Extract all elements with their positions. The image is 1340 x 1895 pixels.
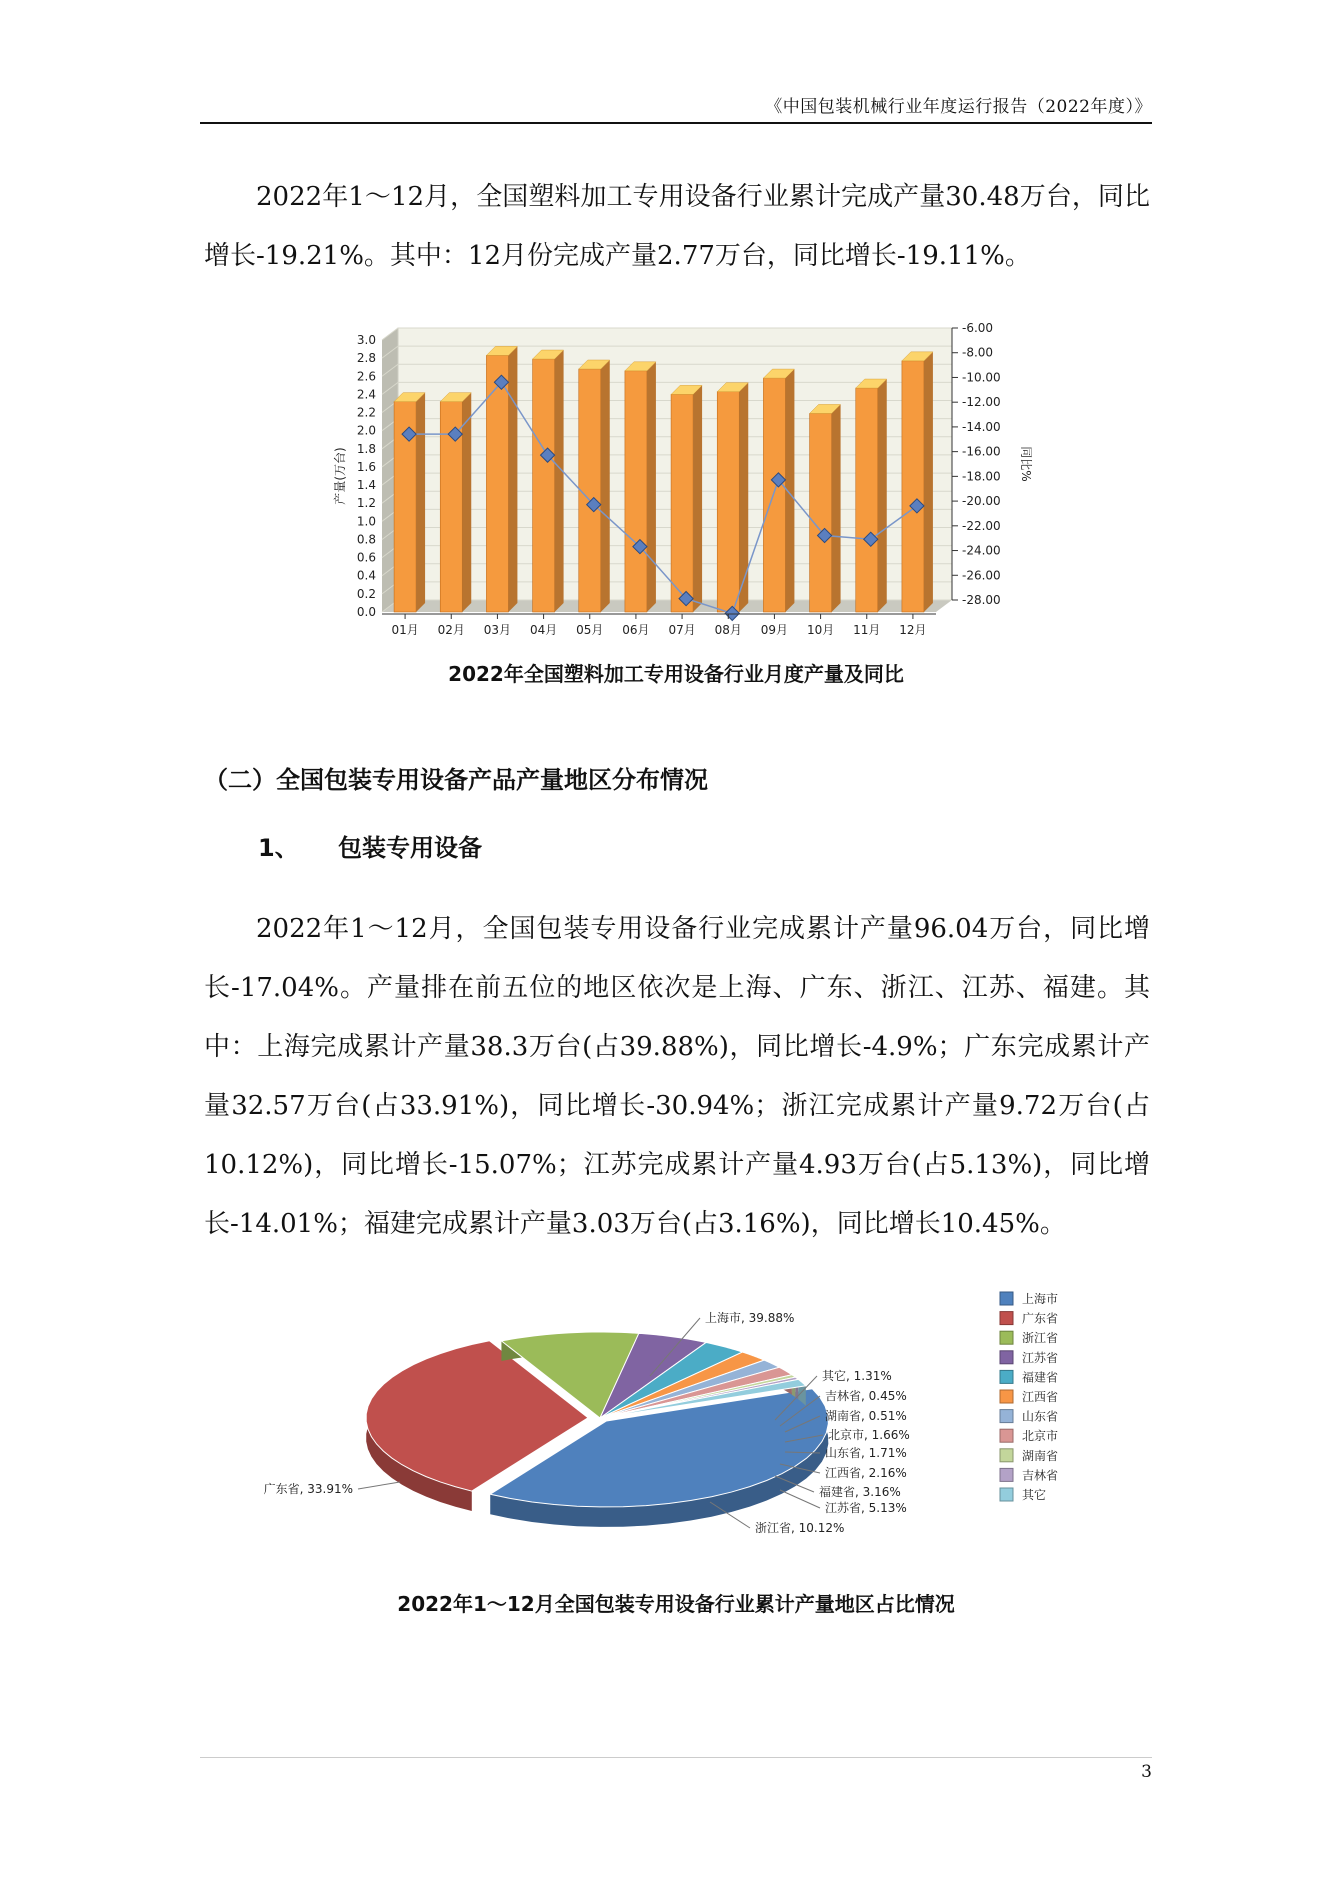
legend-entry: [1000, 1350, 1058, 1365]
pie-label: 福建省, 3.16%: [819, 1485, 901, 1499]
y-tick-label: 1.8: [356, 441, 376, 456]
legend-label: 山东省: [1022, 1409, 1059, 1424]
legend-label: 其它: [1022, 1488, 1047, 1502]
x-tick-label: 06月: [622, 623, 650, 637]
y-tick-label: 0.4: [356, 568, 376, 583]
pie-label: 其它, 1.31%: [822, 1369, 892, 1383]
y-tick-label: 2.4: [356, 387, 376, 402]
legend-entry: [1000, 1389, 1058, 1404]
pie-label: 广东省, 33.91%: [263, 1482, 353, 1496]
paragraph-plastics-text: 2022年1～12月，全国塑料加工专用设备行业累计完成产量30.48万台，同比增长-19.21%。其中：12月份完成产量2.77万台，同比增长-19.11%。: [204, 182, 1150, 271]
y-tick-label: 1.0: [356, 514, 376, 529]
legend-entry: [1000, 1291, 1058, 1306]
subsection-number: 1、: [258, 834, 299, 862]
y-tick-label: 2.6: [356, 369, 376, 384]
x-tick-label: 05月: [576, 623, 604, 637]
y2-tick-label: -18.00: [962, 469, 1001, 484]
bar: [533, 350, 564, 612]
x-tick-label: 03月: [483, 623, 512, 637]
page-number: 3: [1141, 1762, 1152, 1782]
legend-label: 广东省: [1022, 1311, 1059, 1326]
y2-tick-label: -28.00: [962, 593, 1001, 607]
pie-label: 湖南省, 0.51%: [825, 1409, 907, 1423]
y-tick-label: 0.0: [356, 605, 376, 619]
bar: [856, 379, 887, 612]
x-tick-label: 12月: [899, 623, 927, 637]
x-tick-label: 02月: [437, 623, 465, 637]
legend-entry: [1000, 1330, 1058, 1345]
legend-entry: [1000, 1448, 1058, 1463]
legend-label: 江西省: [1022, 1390, 1059, 1404]
subsection-heading: [258, 828, 482, 863]
legend-label: 北京市: [1022, 1429, 1059, 1444]
monthly-output-chart: [328, 318, 1033, 648]
region-share-pie-chart: [263, 1276, 1080, 1576]
pie-label: 浙江省, 10.12%: [755, 1521, 845, 1535]
legend-entry: [1000, 1409, 1058, 1424]
y-tick-label: 0.6: [356, 550, 376, 565]
y2-tick-label: -16.00: [962, 444, 1001, 459]
x-tick-label: 08月: [714, 623, 742, 637]
y2-tick-label: -8.00: [962, 345, 994, 360]
y-axis-label: 产量(万台): [333, 447, 347, 505]
legend-label: 福建省: [1022, 1370, 1059, 1385]
y-tick-label: 2.0: [356, 423, 376, 438]
x-tick-label: 11月: [853, 623, 881, 637]
figure-caption-2: 2022年1～12月全国包装专用设备行业累计产量地区占比情况: [397, 1592, 955, 1616]
y-tick-label: 0.2: [356, 586, 376, 601]
y2-tick-label: -6.00: [962, 321, 994, 335]
pie-label: 江西省, 2.16%: [825, 1466, 907, 1480]
legend-entry: [1000, 1487, 1046, 1502]
legend-label: 浙江省: [1022, 1331, 1059, 1346]
pie-slices: [366, 1332, 828, 1527]
subsection-title: 包装专用设备: [338, 834, 482, 862]
legend-label: 湖南省: [1022, 1448, 1059, 1463]
legend-label: 上海市: [1022, 1292, 1059, 1306]
legend-label: 江苏省: [1022, 1350, 1059, 1365]
pie-label: 北京市, 1.66%: [828, 1428, 910, 1442]
bar: [625, 362, 656, 612]
pie-label: 山东省, 1.71%: [825, 1446, 907, 1460]
legend-entry: [1000, 1369, 1058, 1384]
pie-label: 江苏省, 5.13%: [825, 1501, 907, 1515]
x-tick-label: 04月: [529, 623, 558, 637]
pie-legend: [1000, 1291, 1058, 1502]
y2-tick-label: -14.00: [962, 419, 1001, 434]
bar: [440, 393, 471, 612]
y2-axis-label: 同比%: [1019, 446, 1033, 482]
figure-caption-1: 2022年全国塑料加工专用设备行业月度产量及同比: [448, 662, 904, 686]
pie-label: 吉林省, 0.45%: [825, 1389, 907, 1403]
pie-label: 上海市, 39.88%: [705, 1311, 795, 1325]
bar: [902, 352, 933, 612]
y-tick-label: 1.2: [356, 496, 376, 511]
bar: [717, 383, 748, 612]
header-rule: [200, 122, 1152, 124]
y-tick-label: 2.8: [356, 351, 376, 366]
paragraph-packaging-text: 2022年1～12月，全国包装专用设备行业完成累计产量96.04万台，同比增长-17.04%。产量排在前五位的地区依次是上海、广东、浙江、江苏、福建。其中：上海完成累计产量38.3万台(占39.88%)，同比增长-4.9%；广东完成累计产量32.57万台(占33.91%)，同比增长-30.94%；浙江完成累计产量9.72万台(占10.12%)，同比增长-15.07%；江苏完成累计产量4.93万台(占5.13%)，同比增长-14.01%；福建完成累计产量3.03万台(占3.16%)，同比增长10.45%。: [204, 914, 1150, 1239]
bar: [763, 369, 794, 612]
footer-rule: [200, 1757, 1152, 1758]
y2-tick-label: -24.00: [962, 543, 1001, 558]
y2-tick-label: -12.00: [962, 395, 1001, 410]
bar: [579, 360, 610, 612]
y-tick-label: 1.6: [356, 459, 376, 474]
x-tick-label: 07月: [668, 623, 696, 637]
paragraph-packaging: [204, 900, 1150, 1254]
bar: [810, 404, 841, 612]
x-tick-label: 09月: [760, 623, 789, 637]
paragraph-plastics: [204, 168, 1150, 286]
x-tick-label: 10月: [806, 623, 835, 637]
y2-tick-label: -26.00: [962, 568, 1001, 583]
bar: [671, 385, 702, 612]
y-tick-label: 1.4: [356, 478, 376, 493]
section-heading: （二）全国包装专用设备产品产量地区分布情况: [204, 766, 708, 794]
legend-entry: [1000, 1467, 1058, 1482]
x-tick-label: 01月: [391, 623, 419, 637]
y-tick-label: 0.8: [356, 532, 376, 547]
y-tick-label: 2.2: [356, 405, 376, 420]
legend-entry: [1000, 1428, 1058, 1443]
y-tick-label: 3.0: [356, 333, 376, 347]
legend-label: 吉林省: [1022, 1468, 1059, 1483]
y2-tick-label: -10.00: [962, 370, 1001, 385]
y2-tick-label: -22.00: [962, 518, 1001, 533]
legend-entry: [1000, 1311, 1058, 1326]
running-header: 《中国包装机械行业年度运行报告（2022年度）》: [765, 97, 1152, 117]
y2-tick-label: -20.00: [962, 494, 1001, 509]
bar: [394, 393, 425, 612]
